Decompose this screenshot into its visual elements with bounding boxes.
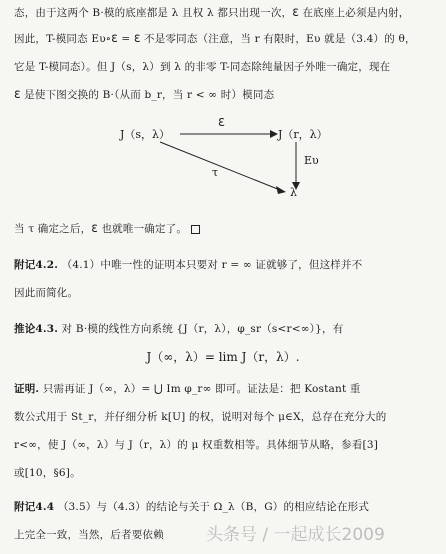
text-line: 因此而简化。 bbox=[14, 287, 79, 299]
text-line bbox=[14, 222, 434, 236]
proof-heading: 证明. bbox=[14, 383, 40, 395]
proof-body: 只需再证 J（∞，λ）= ⋃ Im φ_r∞ 即可。证法是：把 Kostant 重 bbox=[42, 383, 361, 395]
text-line: ℇ 是使下图交换的 B·（从而 b_r，当 r < ∞ 时）模同态 bbox=[14, 89, 275, 101]
diagram-top-label: ℇ bbox=[218, 116, 225, 129]
text-line bbox=[14, 258, 434, 272]
remark-heading: 附记4.4 bbox=[14, 501, 55, 513]
watermark: 头条号 / 一起成长2009 bbox=[206, 525, 385, 545]
text-line: r<∞，使 J（∞，λ）与 J（r，λ）的 μ 权重数相等。具体细节从略，参看[3] bbox=[14, 439, 379, 451]
corollary-body: 对 B·模的线性方向系统 {J（r，λ），φ_sr（s<r<∞）}，有 bbox=[61, 323, 344, 335]
qed-square-icon bbox=[191, 225, 200, 234]
text-line: 它是 T-模同态）。但 J（s，λ）到 λ 的非零 T-同态除纯量因子外唯一确定，现在 bbox=[14, 61, 391, 73]
equation: J（∞，λ）= lim J（r，λ）. bbox=[146, 350, 300, 364]
text-line: 数公式用于 St_r，并仔细分析 k[U] 的权，说明对每个 μ∈X，总存在充分大的 bbox=[14, 411, 387, 423]
qed-line-text: 当 τ 确定之后，ℇ 也就唯一确定了。 bbox=[14, 223, 188, 235]
text-line bbox=[14, 500, 434, 514]
remark-heading: 附记4.2. bbox=[14, 259, 59, 271]
remark-body: （4.1）中唯一性的证明本只要对 r = ∞ 证就够了，但这样并不 bbox=[61, 259, 363, 271]
remark-body: （3.5）与（4.3）的结论与关于 Ω_λ（B，G）的相应结论在形式 bbox=[57, 501, 370, 513]
diagram-right-label: Eυ bbox=[304, 154, 319, 167]
corollary-heading: 推论4.3. bbox=[14, 323, 59, 335]
diagram-target-bottom: λ bbox=[290, 186, 297, 199]
text-line bbox=[14, 322, 434, 336]
text-line: 态，由于这两个 B·模的底座都是 λ 且权 λ 都只出现一次，ℇ 在底座上必须是内射， bbox=[14, 7, 410, 19]
diagram-target-top: J（r，λ） bbox=[278, 128, 328, 141]
diagram-source: J（s，λ） bbox=[120, 128, 171, 141]
text-line bbox=[14, 382, 434, 396]
text-line: 因此，T-模同态 Eυ∘ℇ = ℇ 不是零同态（注意，当 r 有限时，Eυ 就是（3.4）的 θ， bbox=[14, 33, 416, 45]
text-line: 或[10，§6]。 bbox=[14, 467, 81, 479]
text-line: 上完全一致，当然，后者要依赖 bbox=[14, 529, 164, 541]
diagram-diag-label: τ bbox=[212, 166, 219, 179]
commutative-diagram bbox=[120, 116, 340, 200]
